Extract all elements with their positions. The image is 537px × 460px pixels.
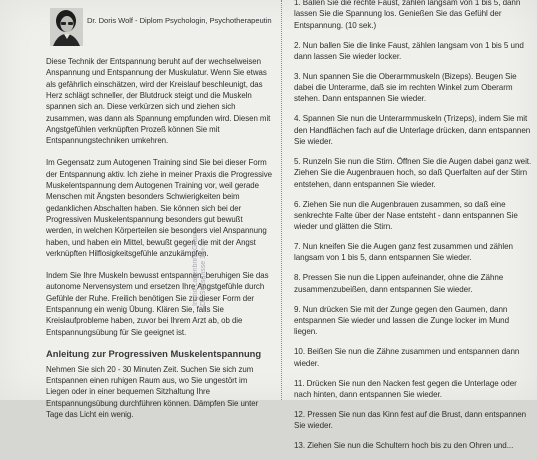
step-1: 1. Ballen Sie die rechte Faust, zählen langsam von 1 bis 5, dann lassen Sie die Spannung los. Genießen Sie das Gefühl der Entspannung. (10 sek.) [294, 0, 521, 30]
step-8: 8. Pressen Sie nun die Lippen aufeinander, ohne die Zähne zusammenzubeißen, dann entspannen Sie wieder. [294, 273, 504, 294]
step-4: 4. Spannen Sie nun die Unterarmmuskeln (Trizeps), indem Sie mit den Handflächen fach auf die Unterlage drücken, dann entspannen Sie wieder. [294, 114, 531, 147]
paragraph-instructions: Nehmen Sie sich 20 - 30 Minuten Zeit. Suchen Sie sich zum Entspannen einen ruhigen Raum aus, wo Sie ungestört im Liegen oder in einer bequemen Sitzhaltung Ihre Entspannungsübung durchführen können. Dämpfen Sie unter Tage das Licht ein wenig. [46, 364, 259, 420]
step-7: 7. Nun kneifen Sie die Augen ganz fest zusammen und zählen langsam von 1 bis 5, dann entspannen Sie wieder. [294, 242, 513, 263]
paragraph-intro: Diese Technik der Entspannung beruht auf der wechselweisen Anspannung und Entspannung der Muskulatur. Wenn Sie etwas als gefährlich einschätzen, wird der Kreislauf beschleunigt, das Herz schlägt schneller, der Blutdruck steigt und die Muskeln spannen sich an. Diese verkürzen sich und ziehen sich zusammen, was dann als Spannung empfunden wird. Diesen mit Angstgefühlen verknüpften Prozeß können Sie mit Entspannungstechniken umkehren. [46, 57, 271, 146]
step-5: 5. Runzeln Sie nun die Stirn. Öffnen Sie die Augen dabei ganz weit. Ziehen Sie die Augenbrauen hoch, so daß Querfalten auf der Stirn entstehen, dann entspannen Sie wieder. [294, 157, 532, 189]
author-portrait [50, 8, 83, 46]
stamp-line-1: Ingrid Lakenbrink-Grauel [192, 228, 199, 306]
portrait-image [50, 8, 83, 46]
step-12: 12. Pressen Sie nun das Kinn fest auf die Brust, dann entspannen Sie wieder. [294, 409, 527, 431]
paragraph-comparison: Im Gegensatz zum Autogenen Training sind Sie bei dieser Form der Entspannung aktiv. Ich ziehe in meiner Praxis die Progressive Muskelentspannung dem Autogenen Training vor, weil gerade Menschen mit Ängsten besonders Schwierigkeiten beim gedanklichen Abschalten haben. Sie können sich bei der Progressiven Muskelentspannung besonders gut bewußt werden, in welchen Körperteilen sie besonders viel Anspannung haben, und haben ein Mittel, bewußt gegen die mit der Angst verknüpften Hilflosigkeitsgefühle anzukämpfen. [46, 158, 272, 258]
column-divider [281, 0, 282, 400]
step-9: 9. Nun drücken Sie mit der Zunge gegen den Gaumen, dann entspannen Sie wieder und lassen die Zunge locker im Mund liegen. [294, 304, 509, 337]
step-10: 10. Beißen Sie nun die Zähne zusammen und entspannen dann wieder. [294, 347, 520, 368]
header [46, 6, 272, 56]
section-heading: Anleitung zur Progressiven Muskelentspannung [46, 348, 262, 360]
step-6: 6. Ziehen Sie nun die Augenbrauen zusammen, so daß eine senkrechte Falte über der Nase entsteht - dann entspannen Sie wieder und glätten die Stirn. [294, 199, 518, 232]
author-line: Dr. Doris Wolf - Diplom Psychologin, Psychotherapeutin [87, 16, 272, 25]
rubber-stamp [192, 216, 208, 306]
step-2: 2. Nun ballen Sie die linke Faust, zählen langsam von 1 bis 5 und dann lassen Sie wieder locker. [294, 40, 524, 61]
step-11: 11. Drücken Sie nun den Nacken fest gegen die Unterlage oder nach hinten, dann entspannen Sie wieder. [294, 378, 517, 399]
step-3: 3. Nun spannen Sie die Oberarmmuskeln (Bizeps). Beugen Sie dabei die Unterarme, daß sie im rechten Winkel zum Oberarm stehen. Dann entspannen Sie wieder. [294, 71, 517, 104]
paragraph-benefit: Indem Sie Ihre Muskeln bewusst entspannen, beruhigen Sie das autonome Nervensystem und ersetzen Ihre Angstgefühle durch Gefühle der Ruhe. Freilich benötigen Sie zu dieser Form der Entspannung ein wenig Übung. Klären Sie, falls Sie Kreislaufprobleme haben, zuvor bei Ihrem Arzt ab, ob die Entspannungsübung für Sie geeignet ist. [46, 270, 269, 337]
left-column [46, 6, 272, 431]
right-column [294, 0, 532, 460]
stamp-line-2: Dr. Stiftsgasse 10+1 [200, 243, 207, 306]
step-13: 13. Ziehen Sie nun die Schultern hoch bis zu den Ohren und... [294, 441, 514, 451]
